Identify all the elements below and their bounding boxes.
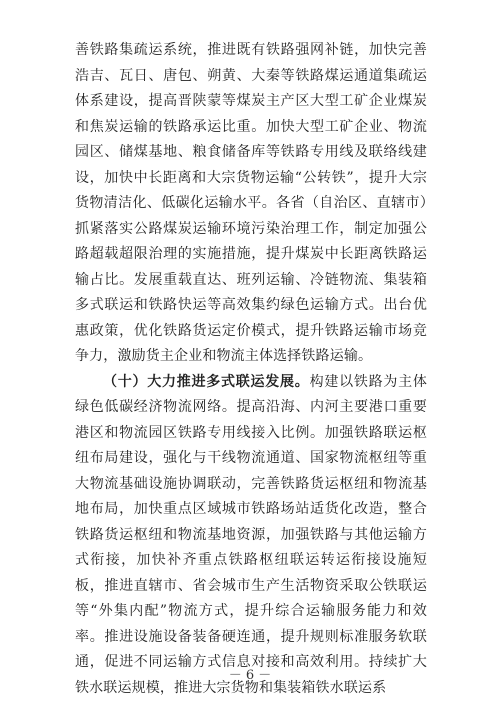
document-body <box>75 38 427 701</box>
section-heading-10: （十）大力推进多式联运发展。 <box>103 373 310 390</box>
paragraph-rail-collection: 善铁路集疏运系统，推进既有铁路强网补链，加快完善浩吉、瓦日、唐包、朔黄、大秦等铁路煤运通道集疏运体系建设，提高晋陕蒙等煤炭主产区大型工矿企业煤炭和焦炭运输的铁路承运比重。加快大型工矿企业、物流园区、储煤基地、粮食储备库等铁路专用线及联络线建设，加快中长距离和大宗货物运输“公转铁”，提升大宗货物清洁化、低碳化运输水平。各省（自治区、直辖市）抓紧落实公路煤炭运输环境污染治理工作，制定加强公路超载超限治理的实施措施，提升煤炭中长距离铁路运输占比。发展重载直达、班列运输、冷链物流、集装箱多式联运和铁路快运等高效集约绿色运输方式。出台优惠政策，优化铁路货运定价模式，提升铁路运输市场竞争力，激励货主企业和物流主体选择铁路运输。 <box>75 42 427 364</box>
paragraph-multimodal-body: 构建以铁路为主体绿色低碳经济物流网络。提高沿海、内河主要港口重要港区和物流园区铁路专用线接入比例。加强铁路联运枢纽布局建设，强化与干线物流通道、国家物流枢纽等重大物流基础设施协调联动，完善铁路货运枢纽和物流基地布局，加快重点区域城市铁路场站适货化改造，整合铁路货运枢纽和物流基地资源，加强铁路与其他运输方式衔接，加快补齐重点铁路枢纽联运转运衔接设施短板，推进直辖市、省会城市生产生活物资采取公铁联运等“外集内配”物流方式，提升综合运输服务能力和效率。推进设施设备装备硬连通，提升规则标准服务软联通，促进不同运输方式信息对接和高效利用。持续扩大铁水联运规模，推进大宗货物和集装箱铁水联运系 <box>75 373 427 696</box>
paragraph-multimodal-transport <box>75 370 427 702</box>
page-number: － 6 － <box>228 668 272 683</box>
